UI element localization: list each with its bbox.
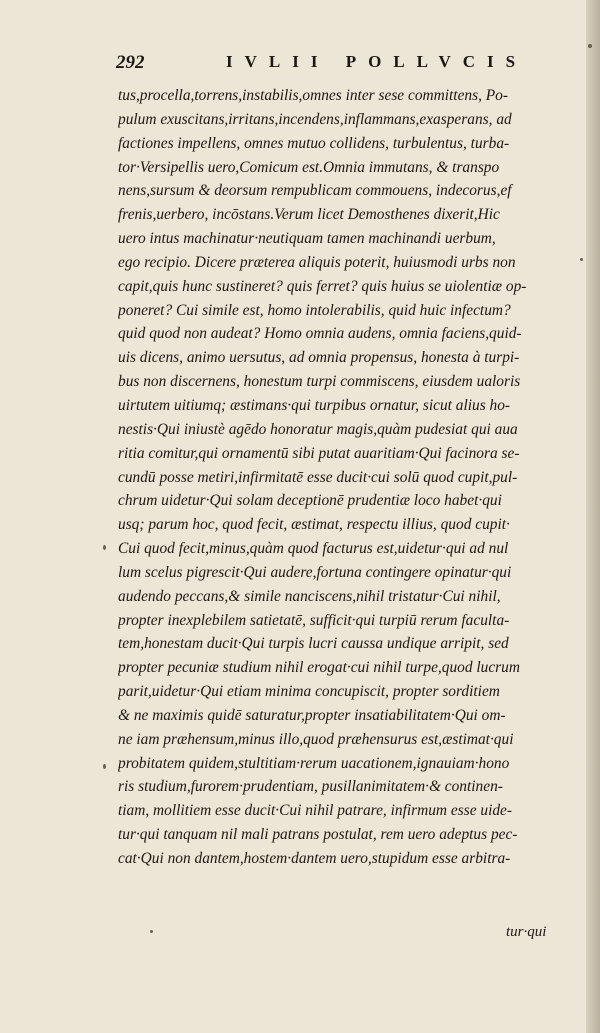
text-line: propter pecuniæ studium nihil erogat·cui nihil turpe,quod lucrum bbox=[118, 659, 520, 677]
text-line: parit,uidetur·Qui etiam minima concupiscit, propter sorditiem bbox=[118, 683, 500, 701]
running-title: IVLII POLLVCIS bbox=[226, 52, 528, 71]
ink-speck bbox=[580, 258, 583, 261]
text-line: nestis·Qui iniustè agēdo honoratur magis,quàm pudesiat qui aua bbox=[118, 420, 518, 438]
ink-speck bbox=[150, 930, 153, 933]
text-line: probitatem quidem,stultitiam·rerum uacationem,ignauiam·hono bbox=[118, 754, 510, 772]
text-line: tiam, mollitiem esse ducit·Cui nihil patrare, infirmum esse uide- bbox=[118, 802, 512, 820]
text-line: quid quod non audeat? Homo omnia audens, omnia faciens,quid- bbox=[118, 325, 522, 343]
ink-speck bbox=[588, 44, 592, 48]
body-text bbox=[118, 84, 558, 871]
text-line: poneret? Cui simile est, homo intolerabilis, quid huic infectum? bbox=[118, 301, 511, 319]
text-line: tus,procella,torrens,instabilis,omnes inter sese committens, Po- bbox=[118, 87, 509, 104]
text-line: nens,sursum & deorsum rempublicam commouens, indecorus,ef bbox=[118, 182, 512, 200]
page-number: 292 bbox=[116, 52, 145, 73]
text-line: ris studium,furorem·prudentiam, pusillanimitatem·& continen- bbox=[118, 778, 503, 796]
text-line: ego recipio. Dicere præterea aliquis poterit, huiusmodi urbs non bbox=[118, 253, 516, 271]
page-header bbox=[116, 52, 546, 78]
text-line: pulum exuscitans,irritans,incendens,inflammans,exasperans, ad bbox=[118, 110, 512, 128]
text-line: factiones impellens, omnes mutuo collidens, turbulentus, turba- bbox=[118, 134, 510, 152]
text-line: lum scelus pigrescit·Qui audere,fortuna contingere opinatur·qui bbox=[118, 563, 512, 581]
text-line: tur·qui tanquam nil mali patrans postulat, rem uero adeptus pec- bbox=[118, 826, 518, 844]
text-line: bus non discernens, honestum turpi commiscens, eiusdem ualoris bbox=[118, 373, 521, 391]
text-line: ne iam præhensum,minus illo,quod præhensurus est,æstimat·qui bbox=[118, 730, 514, 748]
text-line: usq; parum hoc, quod fecit, æstimat, respectu illius, quod cupit· bbox=[118, 516, 510, 534]
text-line: frenis,uerbero, incōstans.Verum licet Demosthenes dixerit,Hic bbox=[118, 206, 500, 224]
text-line: chrum uidetur·Qui solam deceptionē prudentiæ loco habet·qui bbox=[118, 492, 502, 510]
ink-speck bbox=[103, 764, 106, 769]
text-line: uirtutem uitiumq; æstimans·qui turpibus ornatur, sicut alius ho- bbox=[118, 396, 511, 414]
text-line: propter inexplebilem satietatē, sufficit·qui turpiū rerum faculta- bbox=[118, 611, 510, 629]
text-line: Cui quod fecit,minus,quàm quod facturus est,uidetur·qui ad nul bbox=[118, 540, 509, 558]
text-line: tor·Versipellis uero,Comicum est.Omnia immutans, & transpo bbox=[118, 158, 500, 176]
text-line: cundū posse metiri,infirmitatē esse ducit·cui solū quod cupit,pul- bbox=[118, 468, 518, 486]
text-line: uis dicens, animo uersutus, ad omnia propensus, honesta à turpi- bbox=[118, 349, 520, 367]
ink-speck bbox=[103, 545, 106, 550]
text-line: uero intus machinatur·neutiquam tamen machinandi uerbum, bbox=[118, 230, 496, 248]
page-edge-shadow bbox=[586, 0, 600, 1033]
catchword: tur·qui bbox=[506, 924, 547, 940]
text-line: & ne maximis quidē saturatur,propter insatiabilitatem·Qui om- bbox=[118, 706, 506, 724]
text-line: capit,quis hunc sustineret? quis ferret? quis huius se uiolentiæ op- bbox=[118, 277, 527, 295]
text-line: tem,honestam ducit·Qui turpis lucri caussa undique arripit, sed bbox=[118, 635, 509, 653]
text-line: cat·Qui non dantem,hostem·dantem uero,stupidum esse arbitra- bbox=[118, 850, 511, 867]
text-line: audendo peccans,& simile nanciscens,nihil tristatur·Cui nihil, bbox=[118, 587, 501, 605]
text-line: ritia comitur,qui ornamentū sibi putat auaritiam·Qui facinora se- bbox=[118, 444, 520, 462]
